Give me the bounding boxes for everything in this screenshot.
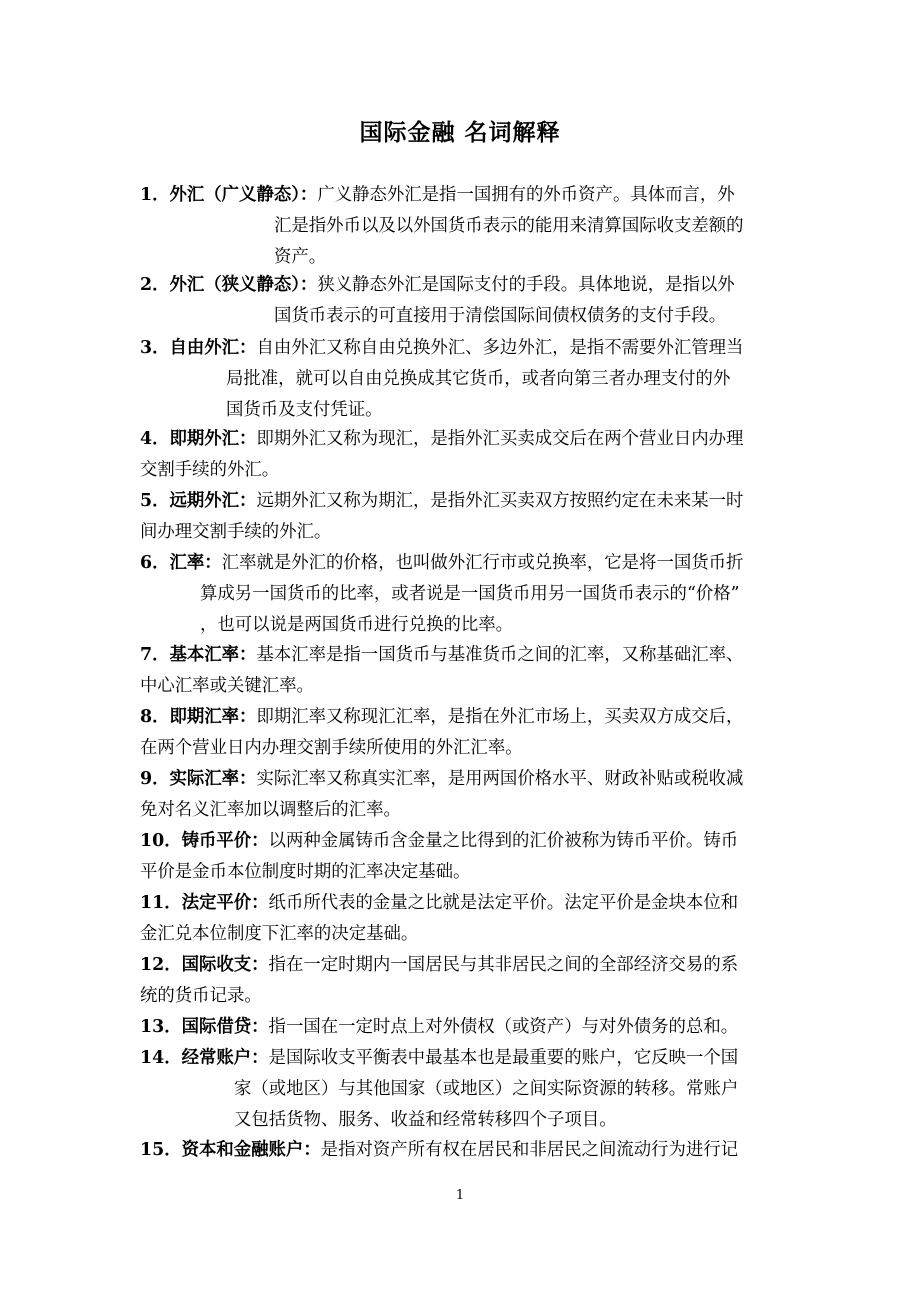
entry-continuation: 局批准，就可以自由兑换成其它货币，或者向第三者办理支付的外	[226, 369, 731, 389]
entry-term: 10．铸币平价：	[140, 831, 269, 851]
glossary-entry	[140, 888, 738, 950]
entry-first-line	[140, 548, 743, 579]
glossary-entry	[140, 333, 743, 426]
entry-first-line	[140, 764, 743, 795]
entry-continuation: 免对名义汇率加以调整后的汇率。	[140, 800, 401, 820]
entry-first-line	[140, 1012, 738, 1043]
entry-first-line	[140, 640, 743, 671]
entry-first-line	[140, 486, 743, 517]
entry-term: 14．经常账户：	[140, 1048, 269, 1068]
entry-first-line	[140, 950, 738, 981]
glossary-entry	[140, 424, 743, 486]
entry-first-line	[140, 826, 738, 857]
entry-text: 基本汇率是指一国货币与基准货币之间的汇率，又称基础汇率、	[256, 645, 744, 665]
entry-term: 13．国际借贷：	[140, 1017, 269, 1037]
glossary-entry	[140, 1135, 738, 1166]
entry-first-line	[140, 333, 743, 364]
entry-first-line	[140, 702, 743, 733]
entry-text: 自由外汇又称自由兑换外汇、多边外汇，是指不需要外汇管理当	[256, 338, 744, 358]
glossary-entry	[140, 486, 743, 548]
entry-term: 11．法定平价：	[140, 893, 269, 913]
entry-text: 是指对资产所有权在居民和非居民之间流动行为进行记	[320, 1140, 739, 1160]
entry-first-line	[140, 424, 743, 455]
entry-continuation: 汇是指外币以及以外国货币表示的能用来清算国际收支差额的	[274, 216, 744, 236]
entry-continuation: 国货币表示的可直接用于清偿国际间债权债务的支付手段。	[274, 306, 727, 326]
entry-text: 实际汇率又称真实汇率，是用两国价格水平、财政补贴或税收减	[256, 769, 744, 789]
entry-text: 远期外汇又称为期汇，是指外汇买卖双方按照约定在未来某一时	[256, 491, 744, 511]
entry-text: 是国际收支平衡表中最基本也是最重要的账户，它反映一个国	[268, 1048, 739, 1068]
glossary-entry	[140, 180, 744, 273]
entry-continuation: 国货币及支付凭证。	[226, 400, 383, 420]
entry-text: 狭义静态外汇是国际支付的手段。具体地说，是指以外	[317, 275, 735, 295]
entry-continuation: 交割手续的外汇。	[140, 460, 280, 480]
entry-term: 4．即期外汇：	[140, 429, 257, 449]
entry-text: 广义静态外汇是指一国拥有的外币资产。具体而言，外	[317, 185, 735, 205]
entry-continuation: 在两个营业日内办理交割手续所使用的外汇汇率。	[140, 738, 523, 758]
entry-text: 即期外汇又称为现汇，是指外汇买卖成交后在两个营业日内办理	[256, 429, 744, 449]
entry-continuation: ，也可以说是两国货币进行兑换的比率。	[200, 615, 514, 635]
glossary-entry	[140, 950, 738, 1012]
entry-term: 2．外汇（狭义静态）：	[140, 275, 318, 295]
entry-text: 纸币所代表的金量之比就是法定平价。法定平价是金块本位和	[268, 893, 739, 913]
entry-term: 15．资本和金融账户：	[140, 1140, 321, 1160]
glossary-entry	[140, 826, 738, 888]
entry-continuation: 中心汇率或关键汇率。	[140, 676, 314, 696]
document-title: 国际金融 名词解释	[359, 120, 561, 146]
glossary-entry	[140, 270, 735, 332]
page-number: 1	[455, 1188, 465, 1203]
entry-continuation: 金汇兑本位制度下汇率的决定基础。	[140, 924, 419, 944]
glossary-entry	[140, 702, 743, 764]
entry-first-line	[140, 180, 744, 211]
entry-continuation: 间办理交割手续的外汇。	[140, 522, 332, 542]
entry-continuation: 统的货币记录。	[140, 986, 262, 1006]
entry-term: 12．国际收支：	[140, 955, 269, 975]
entry-continuation: 资产。	[274, 247, 327, 267]
entry-term: 6．汇率：	[140, 553, 222, 573]
entry-first-line	[140, 1135, 738, 1166]
entry-continuation: 平价是金币本位制度时期的汇率决定基础。	[140, 862, 471, 882]
glossary-entry	[140, 1012, 738, 1043]
entry-term: 1．外汇（广义静态）：	[140, 185, 318, 205]
entry-text: 指在一定时期内一国居民与其非居民之间的全部经济交易的系	[268, 955, 739, 975]
entry-text: 即期汇率又称现汇汇率，是指在外汇市场上，买卖双方成交后，	[256, 707, 744, 727]
entry-first-line	[140, 270, 735, 301]
entry-continuation: 又包括货物、服务、收益和经常转移四个子项目。	[234, 1110, 617, 1130]
glossary-entry	[140, 1043, 738, 1136]
entry-text: 以两种金属铸币含金量之比得到的汇价被称为铸币平价。铸币	[268, 831, 739, 851]
entry-continuation: 家（或地区）与其他国家（或地区）之间实际资源的转移。常账户	[234, 1079, 739, 1099]
glossary-entry	[140, 548, 743, 641]
entry-term: 5．远期外汇：	[140, 491, 257, 511]
glossary-entry	[140, 640, 743, 702]
glossary-entry	[140, 764, 743, 826]
entry-term: 9．实际汇率：	[140, 769, 257, 789]
entry-text: 汇率就是外汇的价格，也叫做外汇行市或兑换率，它是将一国货币折	[221, 553, 744, 573]
entry-first-line	[140, 1043, 738, 1074]
entry-term: 7．基本汇率：	[140, 645, 257, 665]
entry-term: 3．自由外汇：	[140, 338, 257, 358]
entry-term: 8．即期汇率：	[140, 707, 257, 727]
entry-text: 指一国在一定时点上对外债权（或资产）与对外债务的总和。	[268, 1017, 739, 1037]
entry-first-line	[140, 888, 738, 919]
entry-continuation: 算成另一国货币的比率，或者说是一国货币用另一国货币表示的“价格”	[200, 584, 740, 604]
